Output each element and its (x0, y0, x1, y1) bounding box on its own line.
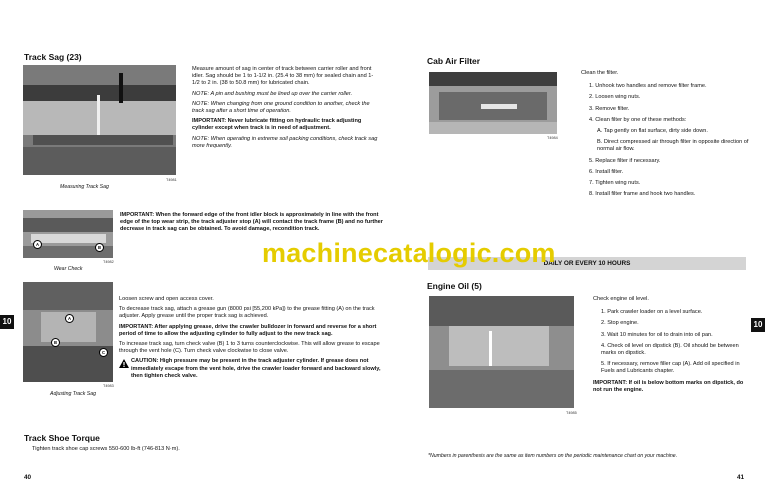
step: 6. Install filter. (589, 168, 624, 175)
cab-filter-intro: Clean the filter. (581, 70, 619, 76)
engine-oil-intro: Check engine oil level. (593, 296, 649, 302)
figure-id: T4983 (103, 384, 114, 388)
step: 5. Replace filter if necessary. (589, 157, 661, 164)
engine-oil-steps (593, 296, 753, 394)
track-shoe-text: Tighten track shoe cap screws 550-600 lb-ft (746-813 N·m). (32, 446, 180, 452)
note: NOTE: When changing from one ground condition to another, check the track sag after a short time of operation. (192, 100, 370, 115)
caution-text: CAUTION: High pressure may be present in the track adjuster cylinder. If grease does not immediately escape from the vent hole, drive the crawler loader forward and backward slowly, then tighten check valve. (131, 358, 381, 379)
adjusting-track-sag-caption: Adjusting Track Sag (50, 391, 97, 397)
adjusting-para: To decrease track sag, attach a grease gun (8000 psi [55,200 kPa]) to the grease fitting (A) on the track adjuster. Apply grease until the proper track sag is achieved. (119, 306, 375, 320)
track-sag-para: Measure amount of sag in center of track between carrier roller and front idler. Sag should be 1 to 1-1/2 in. (25.4 to 38 mm) for sealed chain and 1-1/2 to 2 in. (38 to 50.8 mm) for lubricated chain. (192, 66, 374, 87)
engine-oil-heading: Engine Oil (5) (427, 281, 482, 291)
step: 4. Clean filter by one of these methods: (589, 116, 687, 123)
label-b: B (95, 243, 104, 252)
cab-air-filter-photo (429, 72, 557, 134)
step: 4. Check oil level on dipstick (B). Oil should be between marks on dipstick. (601, 342, 739, 357)
track-shoe-heading: Track Shoe Torque (24, 433, 100, 443)
step: 1. Park crawler loader on a level surface. (601, 309, 703, 316)
step: 7. Tighten wing nuts. (589, 180, 641, 187)
figure-id: T4985 (566, 411, 577, 415)
figure-id: T4982 (103, 260, 114, 264)
section-tab-right: 10 (751, 318, 765, 332)
interval-label: DAILY OR EVERY 10 HOURS (543, 260, 631, 267)
step: 5. If necessary, remove filler cap (A). Add oil specified in Fuels and Lubricants chapter. (601, 361, 740, 375)
note: NOTE: A pin and bushing must be lined up over the carrier roller. (192, 90, 353, 97)
important-note: IMPORTANT: If oil is below bottom marks on dipstick, do not run the engine. (593, 379, 744, 393)
section-tab-left: 10 (0, 315, 14, 329)
label-b: B (51, 338, 60, 347)
measuring-track-sag-caption: Measuring Track Sag (60, 184, 109, 190)
label-a: A (33, 240, 42, 249)
step: 2. Stop engine. (601, 320, 639, 327)
sub-step: B. Direct compressed air through filter in opposite direction of normal air flow. (597, 139, 749, 153)
figure-id: T4981 (166, 178, 177, 182)
adjusting-para: Loosen screw and open access cover. (119, 296, 214, 302)
wear-check-photo (23, 210, 113, 258)
note: NOTE: When operating in extreme soil packing conditions, check track sag more frequently. (192, 135, 378, 149)
wear-check-caption: Wear Check (54, 266, 83, 272)
step: 1. Unhook two handles and remove filter frame. (589, 83, 707, 90)
important-note: IMPORTANT: After applying grease, drive the crawler bulldozer in forward and reverse for a short period of time to allow the adjusting cylinder to fully adjust to the new track sag. (119, 323, 377, 337)
adjusting-track-sag-photo (23, 282, 113, 382)
track-sag-text (192, 66, 380, 150)
caution-note (119, 358, 387, 380)
wear-check-important: IMPORTANT: When the forward edge of the front idler block is approximately in line with the front edge of the top wear strip, the track adjuster stop (A) will contact the track frame (B) and no further decrease in track sag can be obtained. To avoid damage, recondition track. (120, 212, 383, 233)
measuring-track-sag-photo (23, 65, 176, 175)
footnote: *Numbers in parenthesis are the same as item numbers on the periodic maintenance chart on your machine. (428, 453, 678, 459)
step: 3. Remove filter. (589, 105, 630, 112)
figure-id: T4984 (547, 136, 558, 140)
watermark: machinecatalogic.com (262, 238, 556, 268)
cab-filter-steps (581, 70, 751, 202)
engine-oil-photo (429, 296, 574, 408)
label-c: C (99, 348, 108, 357)
track-sag-heading: Track Sag (23) (24, 52, 82, 62)
adjusting-text (119, 296, 387, 380)
step: 3. Wait 10 minutes for oil to drain into oil pan. (601, 331, 713, 338)
page-number-right: 41 (737, 474, 745, 481)
adjusting-para: To increase track sag, turn check valve (B) 1 to 3 turns counterclockwise. This will allow grease to escape through the vent hole (C). Turn check valve clockwise to close valve. (119, 341, 380, 355)
label-a: A (65, 314, 74, 323)
warning-icon (119, 359, 129, 368)
sub-step: A. Tap gently on flat surface, dirty side down. (597, 128, 708, 135)
page-number-left: 40 (24, 474, 32, 481)
important-note: IMPORTANT: Never lubricate fitting on hydraulic track adjusting cylinder except when track is in need of adjustment. (192, 118, 362, 132)
cab-air-filter-heading: Cab Air Filter (427, 56, 481, 66)
step: 8. Install filter frame and hook two handles. (589, 191, 696, 198)
step: 2. Loosen wing nuts. (589, 94, 641, 101)
